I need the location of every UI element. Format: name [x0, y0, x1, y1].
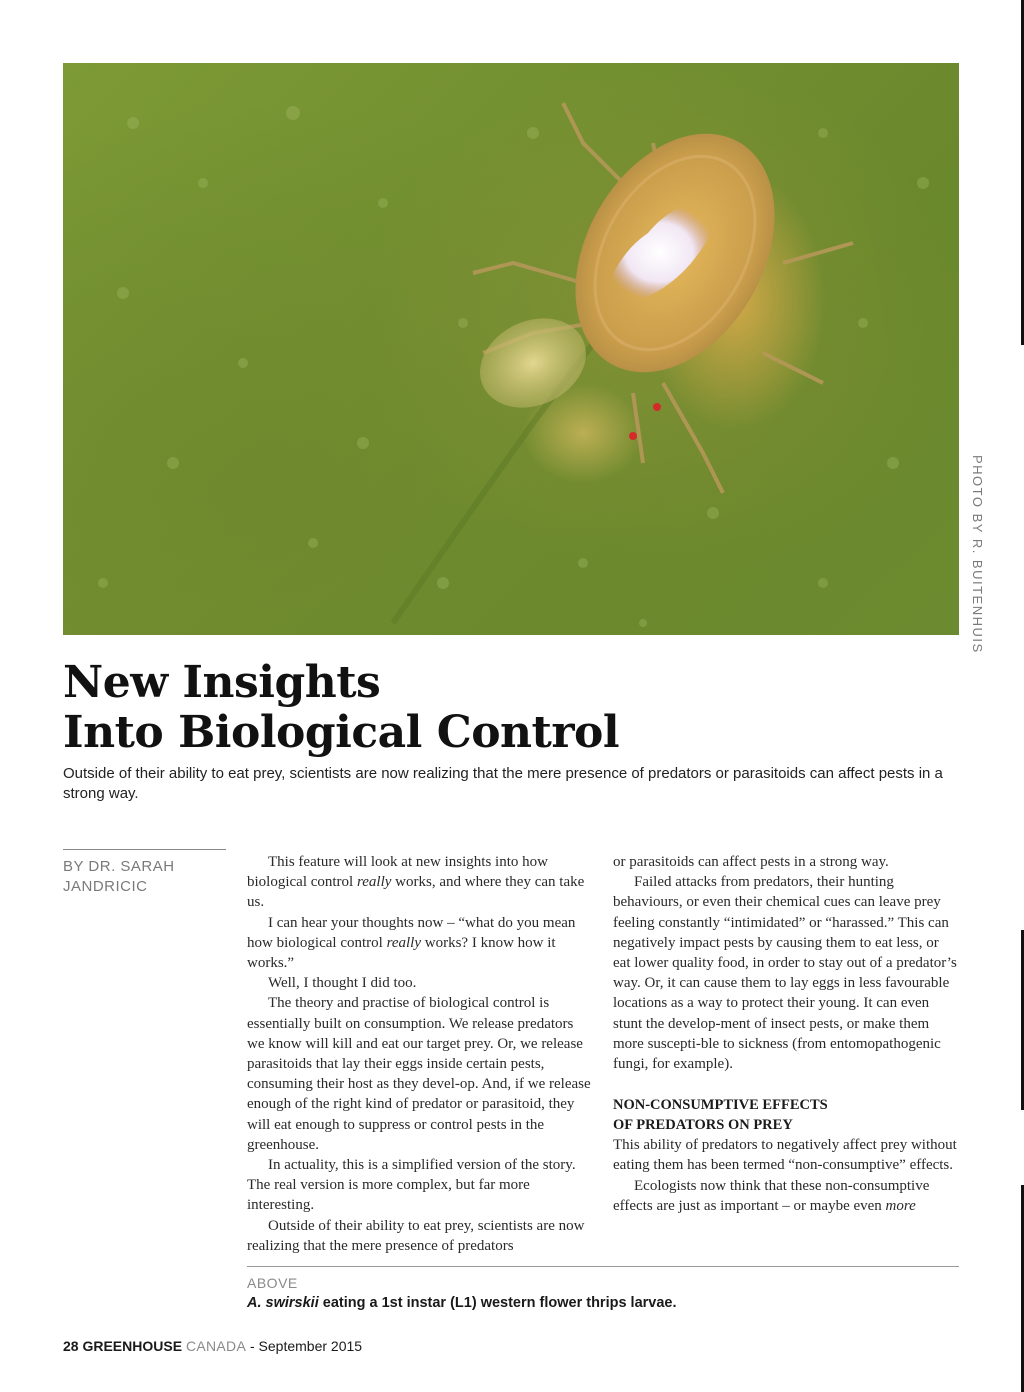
photo-credit-text: PHOTO BY R. BUITENHUIS: [970, 455, 985, 654]
byline-line: JANDRICIC: [63, 878, 148, 895]
article-title: [63, 658, 943, 758]
page-number: 28: [63, 1338, 79, 1354]
publication-name: GREENHOUSE: [82, 1338, 183, 1354]
article-column-2: [613, 852, 958, 1216]
body-text: works? I know how it works.”: [247, 934, 556, 972]
body-paragraph: [247, 913, 592, 974]
body-text: This feature will look at new insights into how biological control: [247, 854, 548, 891]
body-emphasis: really: [386, 934, 421, 951]
byline: [63, 857, 233, 897]
page-footer: [63, 1338, 362, 1354]
caption-label: ABOVE: [247, 1275, 298, 1291]
body-paragraph: Failed attacks from predators, their hunting behaviours, or even their chemical cues can leave prey feeling constantly “intimidated” or “harassed.” This can negatively impact pests by causing them to eat less, or eat lower quality food, in order to stay out of a predator’s way. Or, it can cause them to lay eggs in less favourable locations as a way to protect their young. It can even stunt the develop-ment of insect pests, or make them more suscepti-ble to sickness (from entomopathogenic fungi, for example).: [613, 874, 957, 1073]
article-column-1: [247, 852, 592, 1256]
body-paragraph: or parasitoids can affect pests in a strong way.: [613, 854, 889, 870]
body-text: works, and where they can take us.: [247, 874, 585, 911]
photo-caption: [247, 1295, 959, 1311]
body-paragraph: Outside of their ability to eat prey, scientists are now realizing that the mere presence of predators: [247, 1217, 585, 1254]
body-text: I can hear your thoughts now – “what do you mean how biological control: [247, 914, 576, 951]
publication-name-light: CANADA: [185, 1338, 247, 1354]
body-text: Ecologists now think that these non-consumptive effects are just as important – or maybe even: [613, 1177, 930, 1214]
caption-text: eating a 1st instar (L1) western flower thrips larvae.: [318, 1295, 677, 1311]
issue-date: - September 2015: [246, 1338, 363, 1354]
photo-credit: [970, 455, 990, 654]
body-emphasis: more: [885, 1197, 916, 1214]
caption-species: A. swirskii: [247, 1295, 319, 1311]
section-heading-line: OF PREDATORS ON PREY: [613, 1117, 793, 1134]
section-heading: [613, 1095, 958, 1135]
body-paragraph: In actuality, this is a simplified version of the story. The real version is more complex, but far more interesting.: [247, 1157, 576, 1214]
mite-photo-icon: [63, 63, 959, 635]
section-heading-line: NON-CONSUMPTIVE EFFECTS: [613, 1097, 828, 1114]
body-paragraph: Well, I thought I did too.: [268, 975, 417, 992]
article-photo: [63, 63, 959, 635]
caption-rule: [247, 1266, 959, 1267]
article-title-line: Into Biological Control: [63, 707, 620, 758]
byline-line: BY DR. SARAH: [63, 858, 175, 875]
byline-rule: [63, 849, 226, 850]
article-title-line: New Insights: [63, 657, 381, 708]
body-paragraph: [247, 852, 592, 913]
body-paragraph: This ability of predators to negatively affect prey without eating them has been termed “non-consumptive” effects.: [613, 1137, 957, 1174]
body-paragraph: [613, 1176, 958, 1216]
body-emphasis: really: [356, 874, 392, 891]
body-paragraph: The theory and practise of biological control is essentially built on consumption. We release predators we know will kill and eat our target prey. Or, we release parasitoids that lay their eggs inside certain pests, consuming their host as they devel-op. And, if we release enough of the right kind of predator or parasitoid, they will eat enough to suppress or control pests in the greenhouse.: [247, 995, 591, 1153]
article-deck: Outside of their ability to eat prey, scientists are now realizing that the mere presence of predators or parasitoids can affect pests in a strong way.: [63, 765, 943, 802]
